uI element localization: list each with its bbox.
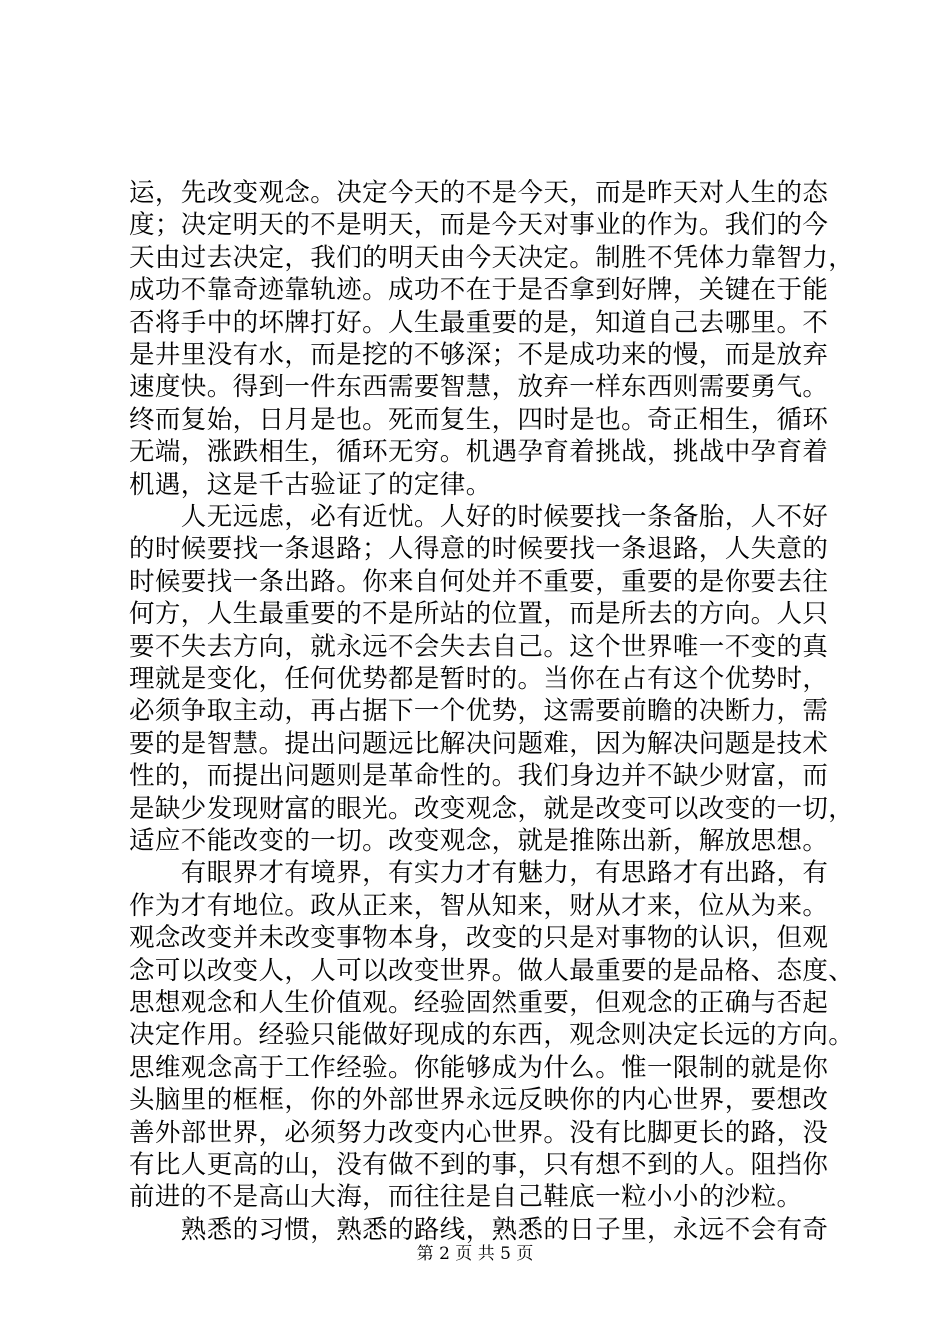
text-line: 理就是变化，任何优势都是暂时的。当你在占有这个优势时， xyxy=(129,664,829,694)
text-line: 有比人更高的山，没有做不到的事，只有想不到的人。阻挡你 xyxy=(129,1150,829,1180)
text-line: 有眼界才有境界，有实力才有魅力，有思路才有出路，有 xyxy=(129,858,829,888)
text-line: 速度快。得到一件东西需要智慧，放弃一样东西则需要勇气。 xyxy=(129,372,829,402)
text-line: 念可以改变人，人可以改变世界。做人最重要的是品格、态度、 xyxy=(129,956,855,986)
text-line: 是缺少发现财富的眼光。改变观念，就是改变可以改变的一切， xyxy=(129,794,855,824)
text-line: 时候要找一条出路。你来自何处并不重要，重要的是你要去往 xyxy=(129,567,829,597)
page-number-footer: 第 2 页 共 5 页 xyxy=(416,1244,534,1264)
text-line: 性的，而提出问题则是革命性的。我们身边并不缺少财富，而 xyxy=(129,761,829,791)
text-line: 是井里没有水，而是挖的不够深；不是成功来的慢，而是放弃 xyxy=(129,340,829,370)
text-line: 何方，人生最重要的不是所站的位置，而是所去的方向。人只 xyxy=(129,599,829,629)
text-line: 的时候要找一条退路；人得意的时候要找一条退路，人失意的 xyxy=(129,534,829,564)
text-line: 头脑里的框框，你的外部世界永远反映你的内心世界，要想改 xyxy=(129,1085,829,1115)
text-line: 否将手中的坏牌打好。人生最重要的是，知道自己去哪里。不 xyxy=(129,308,829,338)
text-line: 运，先改变观念。决定今天的不是今天，而是昨天对人生的态 xyxy=(129,178,829,208)
text-line: 人无远虑，必有近忧。人好的时候要找一条备胎，人不好 xyxy=(129,502,829,532)
text-line: 机遇，这是千古验证了的定律。 xyxy=(129,470,492,500)
text-line: 必须争取主动，再占据下一个优势，这需要前瞻的决断力，需 xyxy=(129,696,829,726)
text-line: 要的是智慧。提出问题远比解决问题难，因为解决问题是技术 xyxy=(129,729,829,759)
text-line: 度；决定明天的不是明天，而是今天对事业的作为。我们的今 xyxy=(129,210,829,240)
text-line: 思维观念高于工作经验。你能够成为什么。惟一限制的就是你 xyxy=(129,1053,829,1083)
text-line: 终而复始，日月是也。死而复生，四时是也。奇正相生，循环 xyxy=(129,405,829,435)
text-line: 前进的不是高山大海，而往往是自己鞋底一粒小小的沙粒。 xyxy=(129,1182,803,1212)
text-line: 熟悉的习惯，熟悉的路线，熟悉的日子里，永远不会有奇 xyxy=(129,1215,829,1245)
text-line: 作为才有地位。政从正来，智从知来，财从才来，位从为来。 xyxy=(129,891,829,921)
text-line: 天由过去决定，我们的明天由今天决定。制胜不凭体力靠智力， xyxy=(129,243,855,273)
text-line: 思想观念和人生价值观。经验固然重要，但观念的正确与否起 xyxy=(129,988,829,1018)
text-line: 决定作用。经验只能做好现成的东西，观念则决定长远的方向。 xyxy=(129,1020,855,1050)
text-line: 善外部世界，必须努力改变内心世界。没有比脚更长的路，没 xyxy=(129,1118,829,1148)
text-line: 无端，涨跌相生，循环无穷。机遇孕育着挑战，挑战中孕育着 xyxy=(129,437,829,467)
text-line: 要不失去方向，就永远不会失去自己。这个世界唯一不变的真 xyxy=(129,632,829,662)
text-line: 成功不靠奇迹靠轨迹。成功不在于是否拿到好牌，关键在于能 xyxy=(129,275,829,305)
text-line: 观念改变并未改变事物本身，改变的只是对事物的认识，但观 xyxy=(129,923,829,953)
text-line: 适应不能改变的一切。改变观念，就是推陈出新，解放思想。 xyxy=(129,826,829,856)
